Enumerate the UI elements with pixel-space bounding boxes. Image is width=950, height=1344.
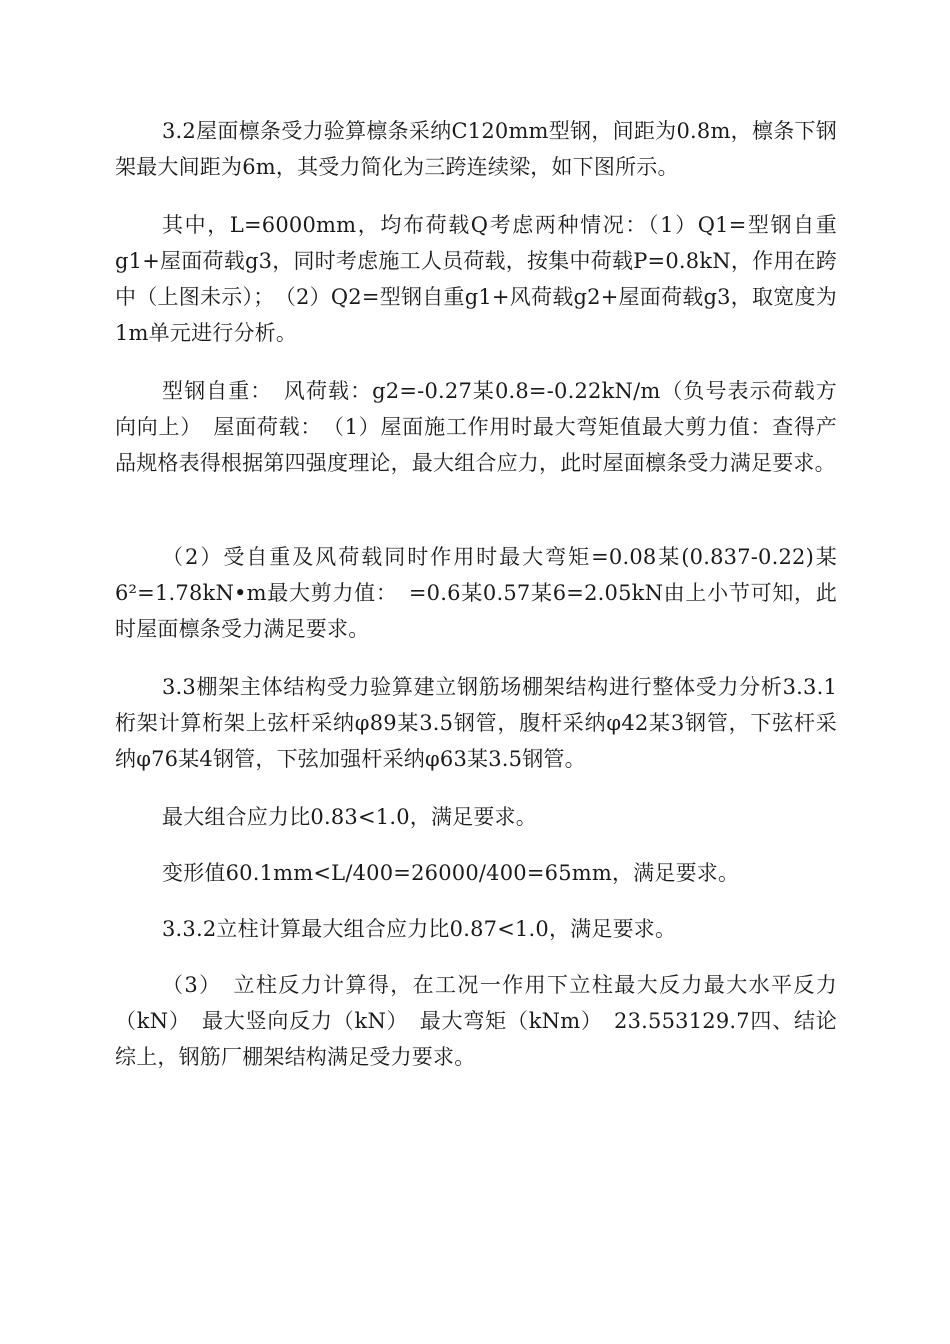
paragraph-combined-moment: （2）受自重及风荷载同时作用时最大弯矩=0.08某(0.837-0.22)某6²=1.78kN•m最大剪力值： =0.6某0.57某6=2.05kN由上小节可知，此时屋面檩条受力满足要求。: [115, 545, 837, 641]
paragraph-column-check: 3.3.2立柱计算最大组合应力比0.87<1.0，满足要求。: [162, 917, 677, 941]
paragraph-purlin-check: 3.2屋面檩条受力验算檩条采纳C120mm型钢，间距为0.8m，檩条下钢架最大间距为6m，其受力简化为三跨连续梁，如下图所示。: [115, 119, 837, 179]
paragraph-truss-check: 3.3棚架主体结构受力验算建立钢筋场棚架结构进行整体受力分析3.3.1桁架计算桁架上弦杆采纳φ89某3.5钢管，腹杆采纳φ42某3钢管，下弦杆采纳φ76某4钢管，下弦加强杆采纳φ63某3.5钢管。: [115, 675, 837, 771]
paragraph-self-weight-wind: 型钢自重： 风荷载：g2=-0.27某0.8=-0.22kN/m（负号表示荷载方向向上） 屋面荷载： （1）屋面施工作用时最大弯矩值最大剪力值：查得产品规格表得根据第四强度理论，最大组合应力，此时屋面檩条受力满足要求。: [115, 379, 837, 475]
paragraph-conclusion: （3） 立柱反力计算得，在工况一作用下立柱最大反力最大水平反力（kN） 最大竖向反力（kN） 最大弯矩（kNm） 23.553129.7四、结论综上，钢筋厂棚架结构满足受力要求。: [115, 973, 837, 1069]
paragraph-load-cases: 其中，L=6000mm，均布荷载Q考虑两种情况：（1）Q1=型钢自重g1+屋面荷载g3，同时考虑施工人员荷载，按集中荷载P=0.8kN，作用在跨中（上图未示）； （2）Q2=型钢自重g1+风荷载g2+屋面荷载g3，取宽度为1m单元进行分析。: [115, 213, 837, 345]
paragraph-deformation: 变形值60.1mm<L/400=26000/400=65mm，满足要求。: [162, 861, 740, 885]
paragraph-stress-ratio: 最大组合应力比0.83<1.0，满足要求。: [162, 805, 537, 829]
